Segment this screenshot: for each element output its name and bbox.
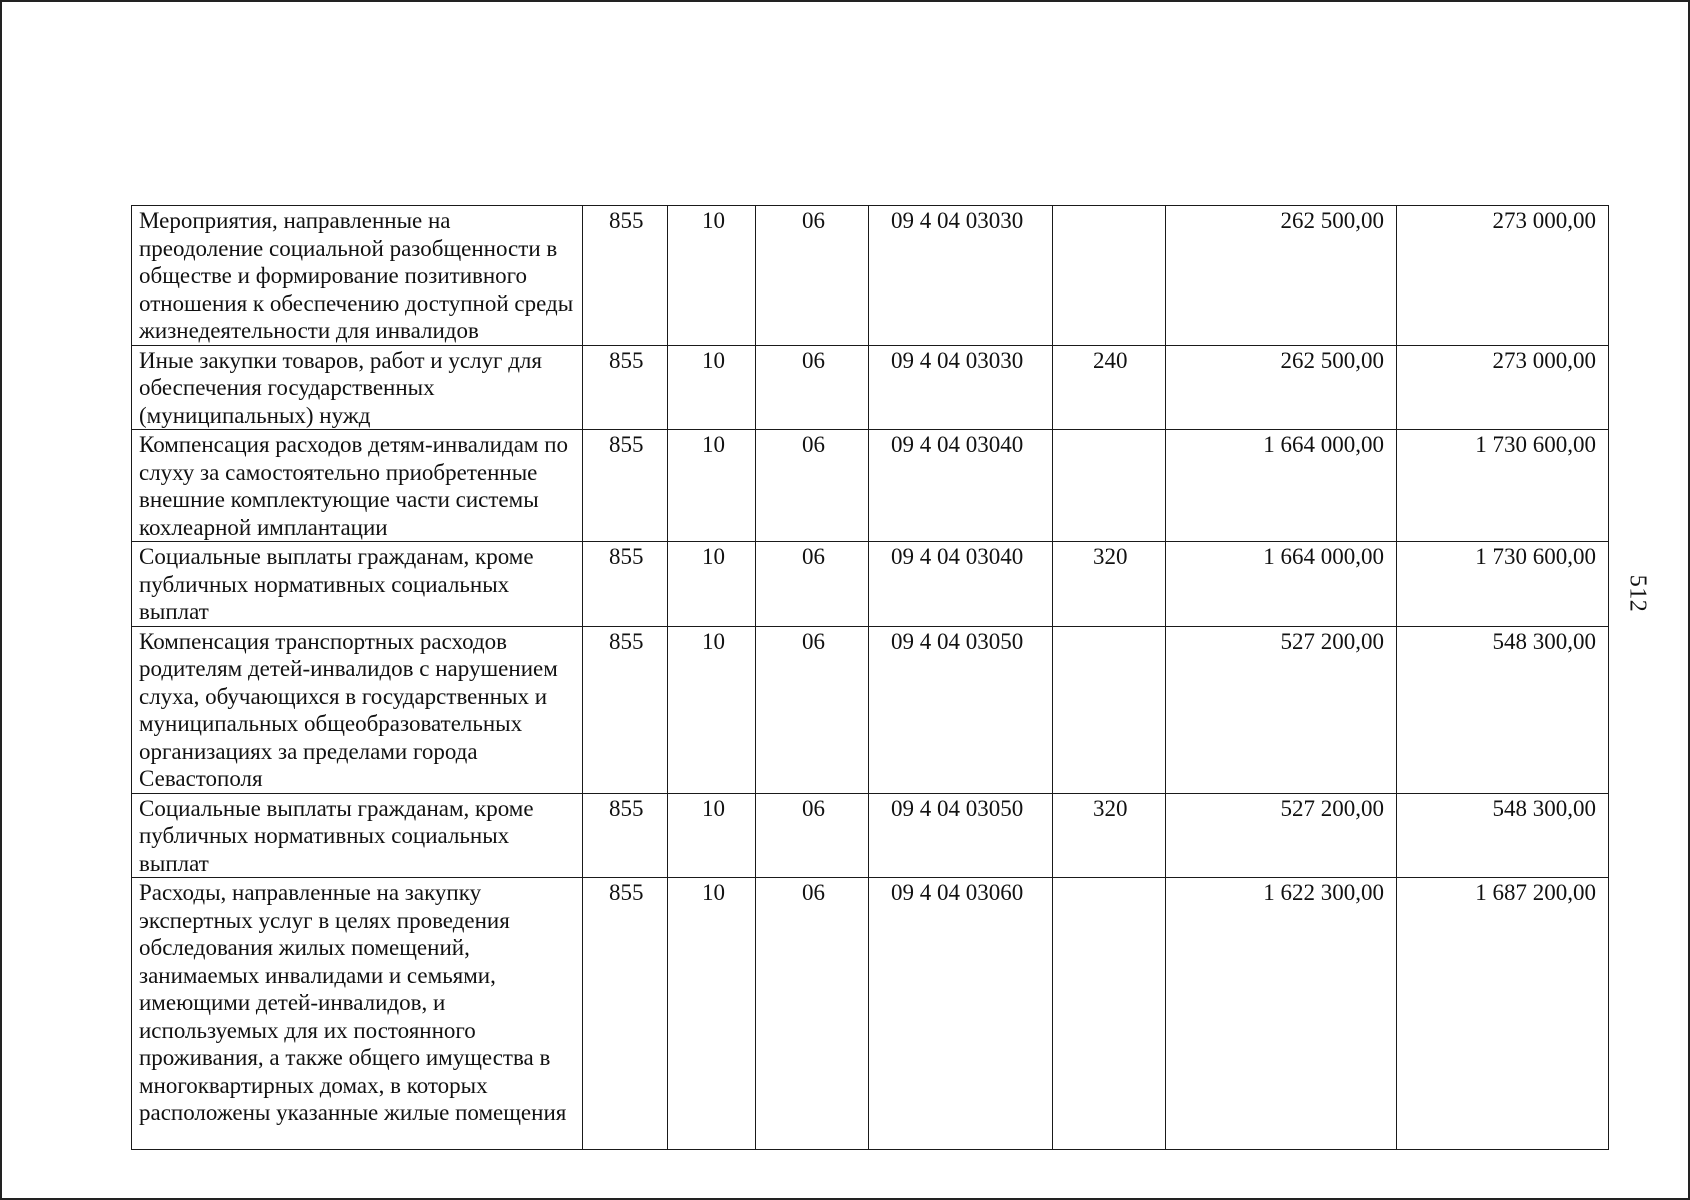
amount-year-1: 1 664 000,00 (1166, 542, 1397, 627)
target-article-code: 09 4 04 03050 (869, 626, 1053, 793)
subsection-code: 06 (756, 542, 869, 627)
row-name: Компенсация транспортных расходов родителям детей-инвалидов с нарушением слуха, обучающихся в государственных и муниципальных общеобразовательных организациях за пределами города Севастополя (132, 626, 583, 793)
target-article-code: 09 4 04 03040 (869, 430, 1053, 542)
table-row (132, 430, 1609, 542)
subsection-code: 06 (756, 626, 869, 793)
section-code: 10 (668, 793, 756, 878)
target-article-code: 09 4 04 03040 (869, 542, 1053, 627)
row-name: Социальные выплаты гражданам, кроме публичных нормативных социальных выплат (132, 793, 583, 878)
expense-type-code (1053, 626, 1166, 793)
target-article-code: 09 4 04 03060 (869, 878, 1053, 1150)
subsection-code: 06 (756, 206, 869, 346)
table-row (132, 793, 1609, 878)
table-row (132, 542, 1609, 627)
section-code: 10 (668, 430, 756, 542)
grbs-code: 855 (583, 345, 668, 430)
expense-type-code (1053, 878, 1166, 1150)
amount-year-2: 273 000,00 (1397, 206, 1609, 346)
amount-year-2: 1 730 600,00 (1397, 542, 1609, 627)
section-code: 10 (668, 206, 756, 346)
target-article-code: 09 4 04 03030 (869, 206, 1053, 346)
grbs-code: 855 (583, 626, 668, 793)
section-code: 10 (668, 878, 756, 1150)
amount-year-2: 548 300,00 (1397, 793, 1609, 878)
budget-table (131, 205, 1609, 1150)
grbs-code: 855 (583, 430, 668, 542)
amount-year-1: 1 622 300,00 (1166, 878, 1397, 1150)
grbs-code: 855 (583, 793, 668, 878)
row-name: Расходы, направленные на закупку экспертных услуг в целях проведения обследования жилых помещений, занимаемых инвалидами и семьями, имеющими детей-инвалидов, и используемых для их постоянного проживания, а также общего имущества в многоквартирных домах, в которых расположены указанные жилые помещения (132, 878, 583, 1150)
row-name: Компенсация расходов детям-инвалидам по слуху за самостоятельно приобретенные внешние комплектующие части системы кохлеарной имплантации (132, 430, 583, 542)
expense-type-code: 320 (1053, 542, 1166, 627)
amount-year-1: 527 200,00 (1166, 626, 1397, 793)
row-name: Социальные выплаты гражданам, кроме публичных нормативных социальных выплат (132, 542, 583, 627)
subsection-code: 06 (756, 430, 869, 542)
subsection-code: 06 (756, 878, 869, 1150)
expense-type-code: 240 (1053, 345, 1166, 430)
subsection-code: 06 (756, 793, 869, 878)
amount-year-1: 262 500,00 (1166, 206, 1397, 346)
subsection-code: 06 (756, 345, 869, 430)
amount-year-1: 262 500,00 (1166, 345, 1397, 430)
expense-type-code: 320 (1053, 793, 1166, 878)
amount-year-2: 1 730 600,00 (1397, 430, 1609, 542)
grbs-code: 855 (583, 206, 668, 346)
expense-type-code (1053, 430, 1166, 542)
amount-year-2: 548 300,00 (1397, 626, 1609, 793)
section-code: 10 (668, 345, 756, 430)
page-number: 512 (1624, 574, 1651, 613)
amount-year-2: 1 687 200,00 (1397, 878, 1609, 1150)
amount-year-1: 1 664 000,00 (1166, 430, 1397, 542)
section-code: 10 (668, 542, 756, 627)
table-row (132, 626, 1609, 793)
section-code: 10 (668, 626, 756, 793)
amount-year-2: 273 000,00 (1397, 345, 1609, 430)
target-article-code: 09 4 04 03030 (869, 345, 1053, 430)
expense-type-code (1053, 206, 1166, 346)
row-name: Иные закупки товаров, работ и услуг для обеспечения государственных (муниципальных) нужд (132, 345, 583, 430)
grbs-code: 855 (583, 542, 668, 627)
row-name: Мероприятия, направленные на преодоление социальной разобщенности в обществе и формирование позитивного отношения к обеспечению доступной среды жизнедеятельности для инвалидов (132, 206, 583, 346)
table-row (132, 345, 1609, 430)
table-row (132, 878, 1609, 1150)
target-article-code: 09 4 04 03050 (869, 793, 1053, 878)
table-body (132, 206, 1609, 1150)
amount-year-1: 527 200,00 (1166, 793, 1397, 878)
grbs-code: 855 (583, 878, 668, 1150)
table-row (132, 206, 1609, 346)
